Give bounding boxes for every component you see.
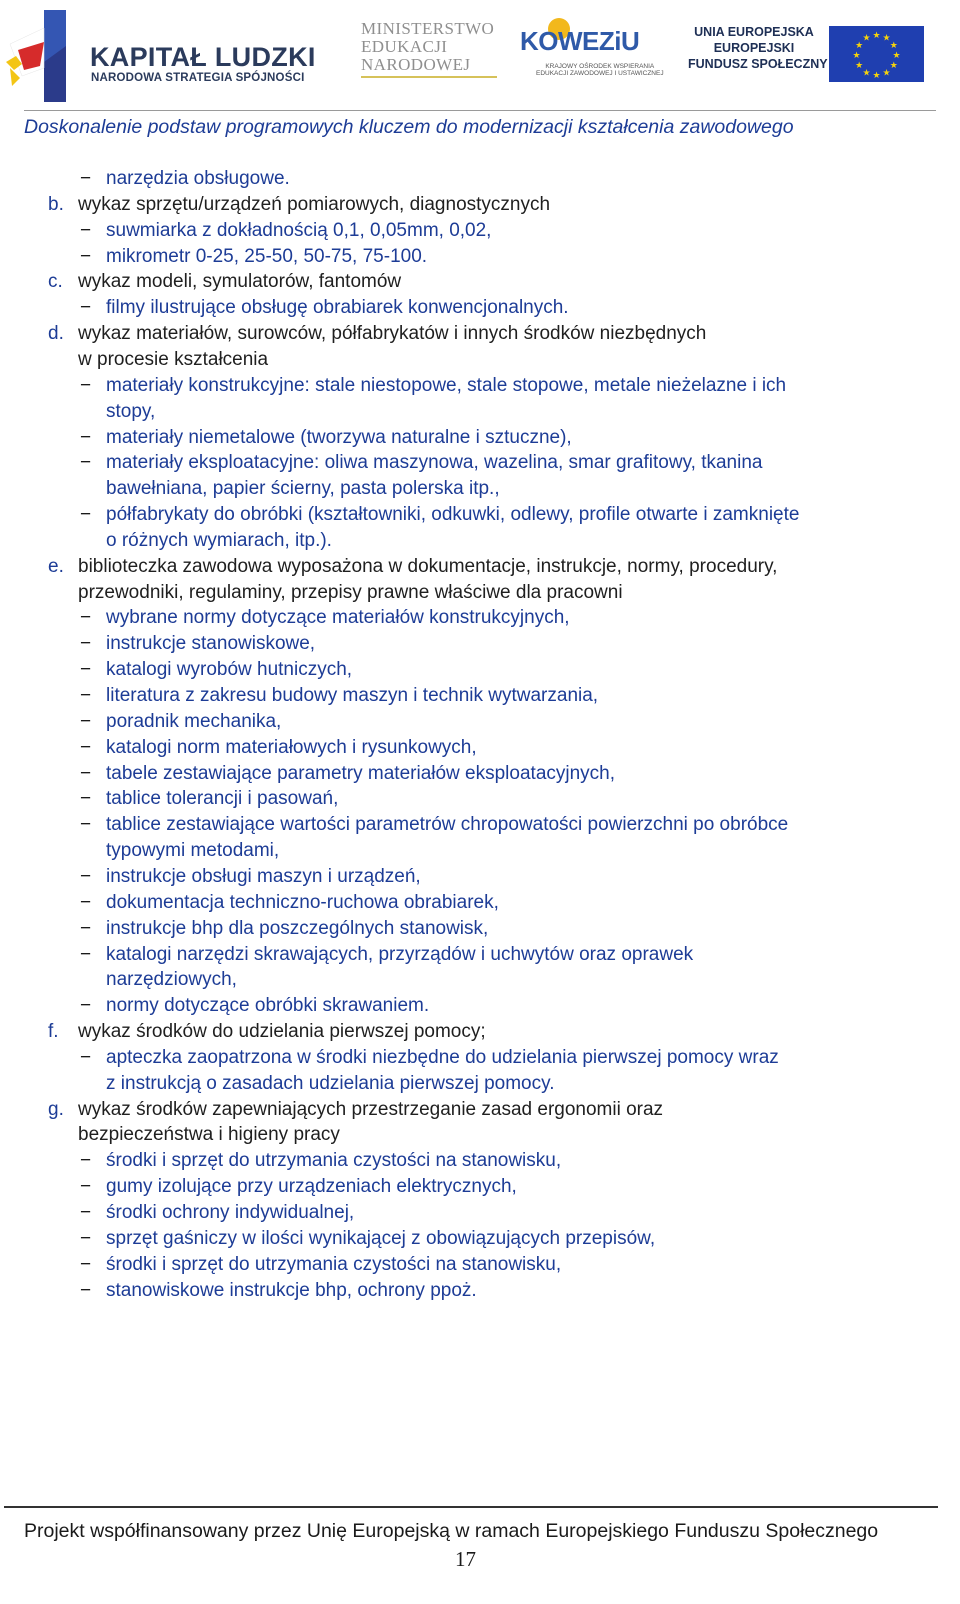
section-label: g. (48, 1098, 64, 1120)
section-heading-text: wykaz środków do udzielania pierwszej pomocy; (78, 1021, 486, 1043)
section-heading-text: bezpieczeństwa i higieny pracy (78, 1124, 340, 1146)
dash-bullet-icon: − (80, 917, 92, 939)
dash-bullet-icon: − (80, 374, 92, 396)
list-item-text: stanowiskowe instrukcje bhp, ochrony ppoż. (106, 1279, 477, 1301)
dash-bullet-icon: − (80, 1227, 92, 1249)
dash-bullet-icon: − (80, 452, 92, 474)
section-heading-text: w procesie kształcenia (78, 348, 269, 370)
section-label: b. (48, 193, 64, 215)
svg-text:★: ★ (855, 61, 864, 71)
eu-line-2: EUROPEJSKI (713, 41, 795, 55)
dash-bullet-icon: − (80, 943, 92, 965)
list-item-text: o różnych wymiarach, itp.). (106, 529, 332, 551)
list-item-text: apteczka zaopatrzona w środki niezbędne do udzielania pierwszej pomocy wraz (106, 1046, 779, 1068)
ministry-line-2: EDUKACJI (361, 37, 448, 56)
svg-text:★: ★ (852, 51, 861, 61)
section-heading-text: wykaz sprzętu/urządzeń pomiarowych, diagnostycznych (78, 193, 551, 215)
list-item-text: z instrukcją o zasadach udzielania pierwszej pomocy. (106, 1072, 555, 1094)
koweziu-subtitle-line-2: EDUKACJI ZAWODOWEJ I USTAWICZNEJ (536, 70, 664, 77)
eu-logo-text (688, 24, 828, 72)
dash-bullet-icon: − (80, 891, 92, 913)
section-heading-text: wykaz środków zapewniających przestrzeganie zasad ergonomii oraz (78, 1098, 664, 1120)
footer-divider (4, 1506, 938, 1508)
list-item-text: tablice tolerancji i pasowań, (106, 788, 339, 810)
list-item-text: wybrane normy dotyczące materiałów konstrukcyjnych, (106, 607, 570, 629)
section-label: f. (48, 1021, 59, 1043)
koweziu-subtitle (536, 63, 664, 77)
header-divider (24, 110, 936, 111)
list-item-text: tabele zestawiające parametry materiałów eksploatacyjnych, (106, 762, 616, 784)
dash-bullet-icon: − (80, 788, 92, 810)
section-heading-text: wykaz modeli, symulatorów, fantomów (78, 271, 402, 293)
list-item-text: materiały eksploatacyjne: oliwa maszynowa, wazelina, smar grafitowy, tkanina (106, 452, 763, 474)
document-subtitle: Doskonalenie podstaw programowych kluczem do modernizacji kształcenia zawodowego (24, 116, 794, 138)
list-item-text: półfabrykaty do obróbki (kształtowniki, odkuwki, odlewy, profile otwarte i zamknięte (106, 504, 800, 526)
ministry-underline (361, 76, 497, 78)
list-item-text: narzędziowych, (106, 969, 237, 991)
svg-text:★: ★ (872, 71, 881, 81)
kapital-ludzki-emblem-icon (4, 6, 84, 102)
list-item-text: dokumentacja techniczno-ruchowa obrabiarek, (106, 891, 499, 913)
page-number: 17 (455, 1547, 476, 1571)
svg-text:★: ★ (892, 51, 901, 61)
svg-text:★: ★ (882, 33, 891, 44)
list-item-text: katalogi norm materiałowych i rysunkowych, (106, 736, 477, 758)
kapital-ludzki-title: KAPITAŁ LUDZKI (90, 42, 316, 72)
dash-bullet-icon: − (80, 995, 92, 1017)
list-item-text: środki ochrony indywidualnej, (106, 1202, 355, 1223)
dash-bullet-icon: − (80, 685, 92, 706)
dash-bullet-icon: − (80, 1176, 92, 1198)
list-item-text: poradnik mechanika, (106, 710, 282, 732)
list-item-text: tablice zestawiające wartości parametrów chropowatości powierzchni po obróbce (106, 814, 789, 836)
list-item-text: gumy izolujące przy urządzeniach elektrycznych, (106, 1176, 517, 1198)
list-item-text: instrukcje stanowiskowe, (106, 633, 316, 655)
eu-line-1: UNIA EUROPEJSKA (694, 25, 814, 39)
footer-text: Projekt współfinansowany przez Unię Europejską w ramach Europejskiego Funduszu Społecznego (24, 1520, 879, 1542)
dash-bullet-icon: − (80, 426, 92, 448)
svg-text:★: ★ (889, 41, 898, 51)
list-item-text: bawełniana, papier ścierny, pasta polerska itp., (106, 478, 500, 500)
svg-text:★: ★ (855, 41, 864, 51)
section-label: e. (48, 555, 64, 577)
koweziu-logo (520, 16, 664, 84)
list-item-text: literatura z zakresu budowy maszyn i technik wytwarzania, (106, 685, 599, 706)
list-item-text: katalogi wyrobów hutniczych, (106, 659, 353, 681)
dash-bullet-icon: − (80, 219, 92, 241)
svg-text:★: ★ (872, 31, 881, 41)
ministry-line-1: MINISTERSTWO (361, 19, 495, 38)
list-item-text: typowymi metodami, (106, 840, 280, 862)
logo-bar (0, 0, 960, 110)
dash-bullet-icon: − (80, 1150, 92, 1172)
list-item-text: sprzęt gaśniczy w ilości wynikającej z obowiązujących przepisów, (106, 1227, 656, 1249)
eu-logo (688, 24, 938, 86)
dash-bullet-icon: − (80, 633, 92, 655)
section-heading-text: wykaz materiałów, surowców, półfabrykatów i innych środków niezbędnych (78, 323, 707, 345)
dash-bullet-icon: − (80, 736, 92, 758)
dash-bullet-icon: − (80, 168, 92, 189)
list-item-text: instrukcje obsługi maszyn i urządzeń, (106, 865, 421, 887)
ministry-logo (361, 20, 501, 90)
dash-bullet-icon: − (80, 659, 92, 681)
kapital-ludzki-subtitle: NARODOWA STRATEGIA SPÓJNOŚCI (91, 72, 305, 84)
koweziu-subtitle-line-1: KRAJOWY OŚRODEK WSPIERANIA (545, 63, 655, 70)
dash-bullet-icon: − (80, 245, 92, 267)
list-item-text: suwmiarka z dokładnością 0,1, 0,05mm, 0,02, (106, 219, 492, 241)
dash-bullet-icon: − (80, 1202, 92, 1223)
dash-bullet-icon: − (80, 297, 92, 319)
svg-text:★: ★ (889, 61, 898, 71)
dash-bullet-icon: − (80, 607, 92, 629)
list-item-text: materiały konstrukcyjne: stale niestopowe, stale stopowe, metale nieżelazne i ich (106, 374, 787, 396)
list-item-text: normy dotyczące obróbki skrawaniem. (106, 995, 430, 1017)
svg-text:★: ★ (862, 68, 871, 79)
dash-bullet-icon: − (80, 814, 92, 836)
list-item-text: filmy ilustrujące obsługę obrabiarek konwencjonalnych. (106, 297, 569, 319)
svg-text:★: ★ (882, 68, 891, 79)
list-item-text: narzędzia obsługowe. (106, 168, 290, 189)
list-item-text: katalogi narzędzi skrawających, przyrządów i uchwytów oraz oprawek (106, 943, 694, 965)
section-heading-text: biblioteczka zawodowa wyposażona w dokumentacje, instrukcje, normy, procedury, (78, 555, 778, 577)
section-label: c. (48, 271, 63, 293)
dash-bullet-icon: − (80, 762, 92, 784)
eu-line-3: FUNDUSZ SPOŁECZNY (688, 57, 828, 71)
list-item-text: mikrometr 0-25, 25-50, 50-75, 75-100. (106, 245, 428, 267)
dash-bullet-icon: − (80, 1046, 92, 1068)
dash-bullet-icon: − (80, 1279, 92, 1301)
kapital-ludzki-logo (4, 6, 314, 102)
eu-flag-icon (829, 26, 924, 82)
section-label: d. (48, 323, 64, 345)
list-item-text: stopy, (106, 400, 156, 422)
svg-text:★: ★ (862, 33, 871, 44)
section-heading-text: przewodniki, regulaminy, przepisy prawne właściwe dla pracowni (78, 581, 623, 603)
ministry-line-3: NARODOWEJ (361, 55, 471, 74)
eu-stars-icon (829, 26, 924, 82)
dash-bullet-icon: − (80, 865, 92, 887)
list-item-text: środki i sprzęt do utrzymania czystości na stanowisku, (106, 1253, 562, 1275)
dash-bullet-icon: − (80, 1253, 92, 1275)
koweziu-title: KOWEZiU (520, 26, 640, 56)
dash-bullet-icon: − (80, 710, 92, 732)
list-item-text: materiały niemetalowe (tworzywa naturalne i sztuczne), (106, 426, 572, 448)
list-item-text: instrukcje bhp dla poszczególnych stanowisk, (106, 917, 489, 939)
list-item-text: środki i sprzęt do utrzymania czystości na stanowisku, (106, 1150, 562, 1172)
dash-bullet-icon: − (80, 504, 92, 526)
